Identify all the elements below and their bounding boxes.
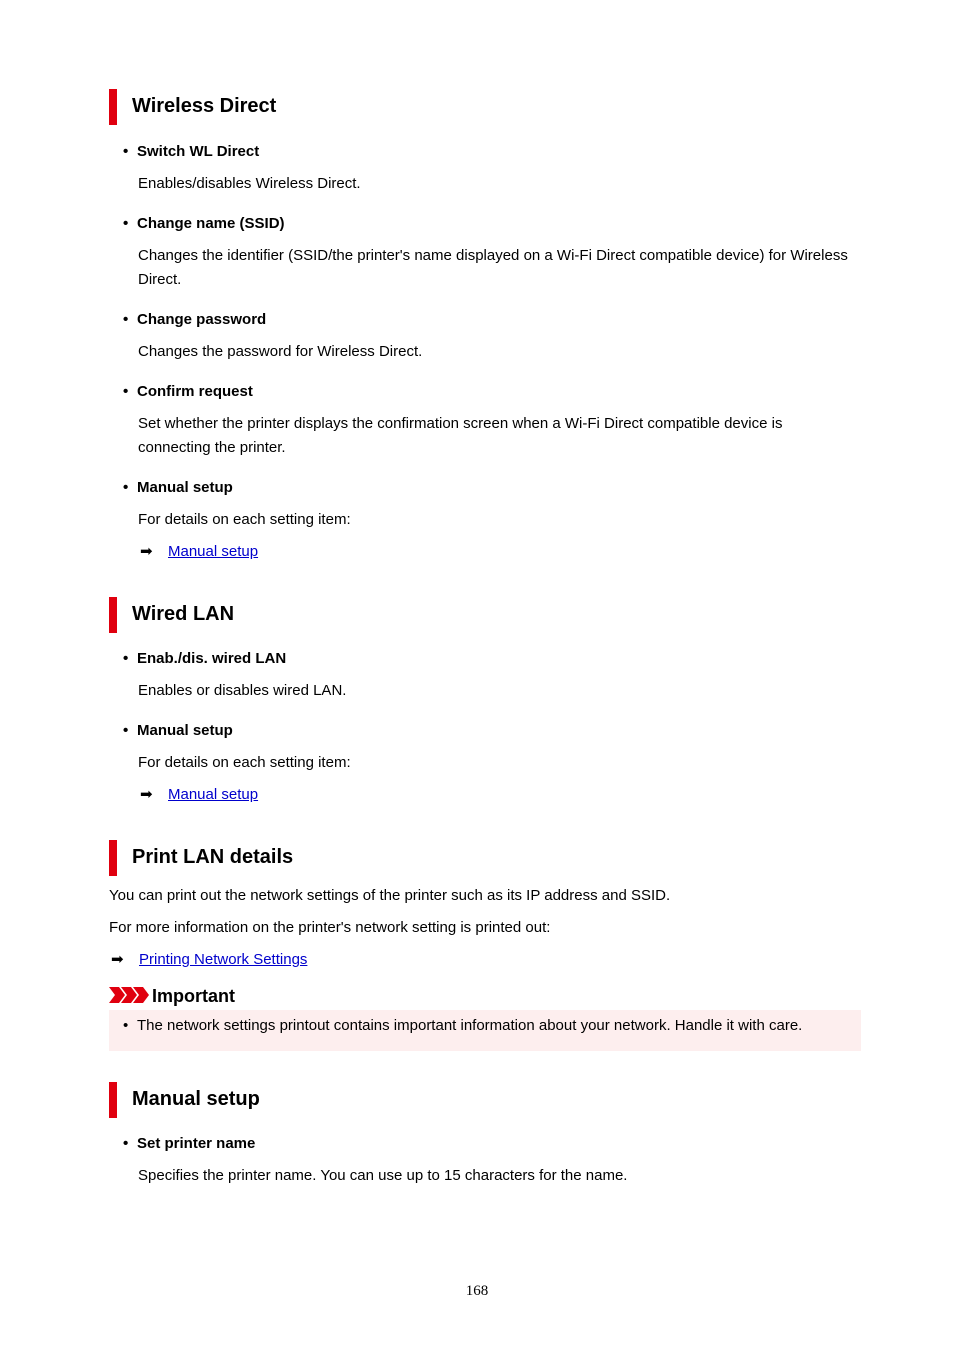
setting-item-description: Specifies the printer name. You can use up to 15 characters for the name. bbox=[138, 1167, 628, 1184]
bullet-icon: • bbox=[123, 383, 129, 400]
arrow-right-icon: ➡ bbox=[140, 786, 153, 803]
setting-item-description: For details on each setting item: bbox=[138, 511, 351, 528]
setting-item-description: Enables/disables Wireless Direct. bbox=[138, 175, 361, 192]
important-chevrons-icon bbox=[109, 987, 149, 1003]
bullet-icon: • bbox=[123, 215, 129, 232]
setting-item-description: Changes the identifier (SSID/the printer's name displayed on a Wi-Fi Direct compatible device) for Wireless Direct. bbox=[138, 247, 848, 288]
setting-item-title: • Change name (SSID) bbox=[123, 215, 285, 232]
setting-item-description: Set whether the printer displays the confirmation screen when a Wi-Fi Direct compatible device is connecting the printer. bbox=[138, 415, 783, 456]
heading-accent-bar bbox=[109, 840, 117, 876]
manual-setup-link[interactable]: Manual setup bbox=[168, 786, 259, 803]
link-row bbox=[140, 785, 258, 805]
setting-item-description: Enables or disables wired LAN. bbox=[138, 682, 347, 699]
link-row bbox=[111, 950, 307, 970]
setting-item-title: • Enab./dis. wired LAN bbox=[123, 650, 287, 667]
bullet-icon: • bbox=[123, 479, 129, 496]
bullet-icon: • bbox=[123, 311, 129, 328]
bullet-icon: • bbox=[123, 650, 129, 667]
section-title: Wired LAN bbox=[132, 603, 235, 625]
arrow-right-icon: ➡ bbox=[111, 951, 124, 968]
bullet-icon: • bbox=[123, 143, 129, 160]
heading-accent-bar bbox=[109, 89, 117, 125]
setting-item-description: For details on each setting item: bbox=[138, 754, 351, 771]
arrow-right-icon: ➡ bbox=[140, 543, 153, 560]
setting-item-title: • Change password bbox=[123, 311, 267, 328]
setting-item-title: • Confirm request bbox=[123, 383, 253, 400]
bullet-icon: • bbox=[123, 722, 129, 739]
printing-network-settings-link[interactable]: Printing Network Settings bbox=[139, 951, 308, 968]
section-title: Wireless Direct bbox=[132, 95, 277, 117]
setting-item-title: • Set printer name bbox=[123, 1135, 256, 1152]
setting-item-title: • Manual setup bbox=[123, 722, 233, 739]
bullet-icon: • bbox=[123, 1135, 129, 1152]
manual-setup-link[interactable]: Manual setup bbox=[168, 543, 259, 560]
body-paragraph: For more information on the printer's network setting is printed out: bbox=[109, 919, 551, 936]
link-row bbox=[140, 542, 258, 562]
setting-item-title: • Manual setup bbox=[123, 479, 233, 496]
important-label: Important bbox=[152, 986, 235, 1006]
important-text: • The network settings printout contains important information about your network. Handle it with care. bbox=[123, 1017, 803, 1034]
heading-accent-bar bbox=[109, 1082, 117, 1118]
section-title: Print LAN details bbox=[132, 846, 294, 868]
heading-accent-bar bbox=[109, 597, 117, 633]
bullet-icon: • bbox=[123, 1017, 129, 1034]
page-number: 168 bbox=[465, 1283, 489, 1299]
setting-item-title: • Switch WL Direct bbox=[123, 143, 260, 160]
body-paragraph: You can print out the network settings of the printer such as its IP address and SSID. bbox=[109, 887, 671, 904]
important-callout-box bbox=[109, 1010, 861, 1051]
section-title: Manual setup bbox=[132, 1088, 260, 1110]
setting-item-description: Changes the password for Wireless Direct. bbox=[138, 343, 423, 360]
